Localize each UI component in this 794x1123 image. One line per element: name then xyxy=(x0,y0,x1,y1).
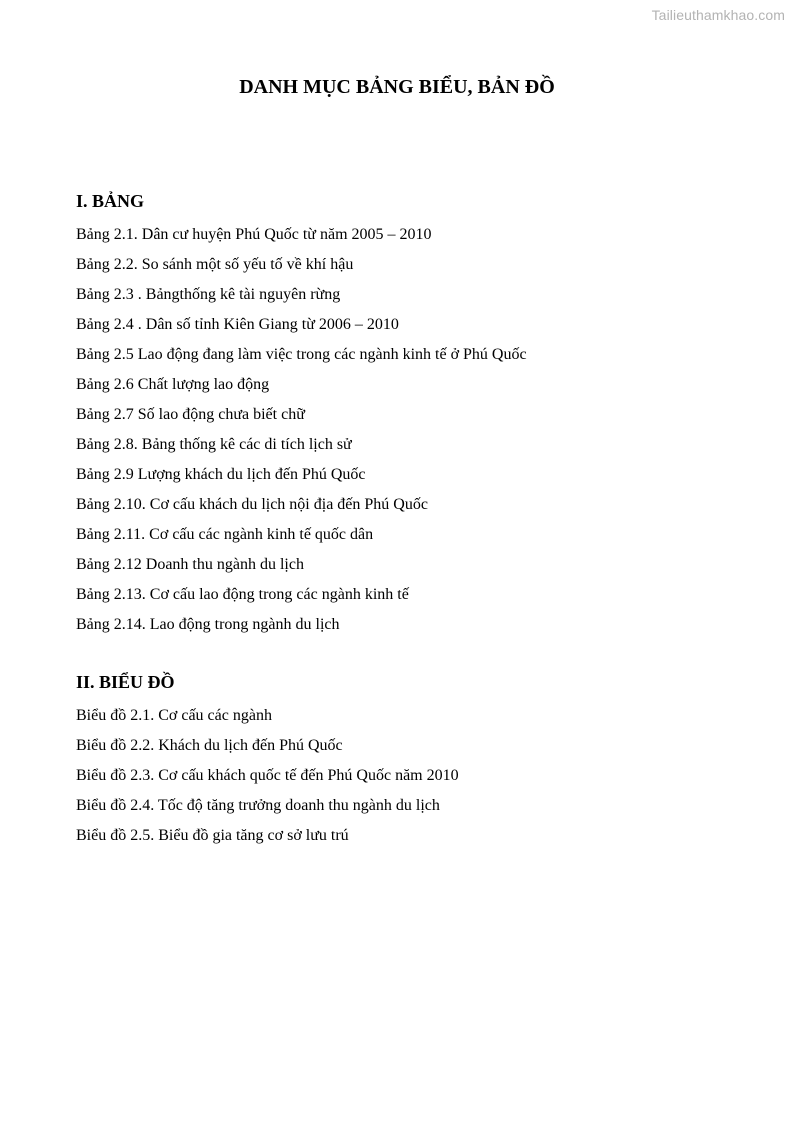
charts-list xyxy=(76,701,736,851)
table-entry: Bảng 2.1. Dân cư huyện Phú Quốc từ năm 2005 – 2010 xyxy=(76,226,432,243)
table-entry: Bảng 2.10. Cơ cấu khách du lịch nội địa đến Phú Quốc xyxy=(76,496,428,513)
table-entry: Bảng 2.4 . Dân số tỉnh Kiên Giang từ 2006 – 2010 xyxy=(76,316,399,333)
page-title: DANH MỤC BẢNG BIỂU, BẢN ĐỒ xyxy=(239,76,555,98)
tables-list xyxy=(76,220,736,640)
table-entry: Bảng 2.13. Cơ cấu lao động trong các ngành kinh tế xyxy=(76,586,409,603)
table-entry: Bảng 2.9 Lượng khách du lịch đến Phú Quốc xyxy=(76,466,366,483)
table-entry: Bảng 2.12 Doanh thu ngành du lịch xyxy=(76,556,304,573)
charts-section-heading: II. BIỂU ĐỒ xyxy=(76,672,175,692)
chart-entry: Biểu đồ 2.1. Cơ cấu các ngành xyxy=(76,707,272,724)
table-entry: Bảng 2.2. So sánh một số yếu tố về khí hậu xyxy=(76,256,354,273)
chart-entry: Biểu đồ 2.3. Cơ cấu khách quốc tế đến Phú Quốc năm 2010 xyxy=(76,767,459,784)
table-entry: Bảng 2.8. Bảng thống kê các di tích lịch sử xyxy=(76,436,352,453)
tables-section xyxy=(76,190,736,640)
chart-entry: Biểu đồ 2.5. Biểu đồ gia tăng cơ sở lưu trú xyxy=(76,827,349,844)
table-entry: Bảng 2.7 Số lao động chưa biết chữ xyxy=(76,406,305,423)
chart-entry: Biểu đồ 2.2. Khách du lịch đến Phú Quốc xyxy=(76,737,343,754)
charts-section xyxy=(76,671,736,851)
table-entry: Bảng 2.3 . Bảngthống kê tài nguyên rừng xyxy=(76,286,341,303)
table-entry: Bảng 2.11. Cơ cấu các ngành kinh tế quốc dân xyxy=(76,526,374,543)
tables-section-heading: I. BẢNG xyxy=(76,191,145,211)
table-entry: Bảng 2.5 Lao động đang làm việc trong các ngành kinh tế ở Phú Quốc xyxy=(76,346,527,363)
chart-entry: Biểu đồ 2.4. Tốc độ tăng trưởng doanh thu ngành du lịch xyxy=(76,797,440,814)
watermark: Tailieuthamkhao.com xyxy=(651,7,785,23)
table-entry: Bảng 2.14. Lao động trong ngành du lịch xyxy=(76,616,340,633)
table-entry: Bảng 2.6 Chất lượng lao động xyxy=(76,376,270,393)
